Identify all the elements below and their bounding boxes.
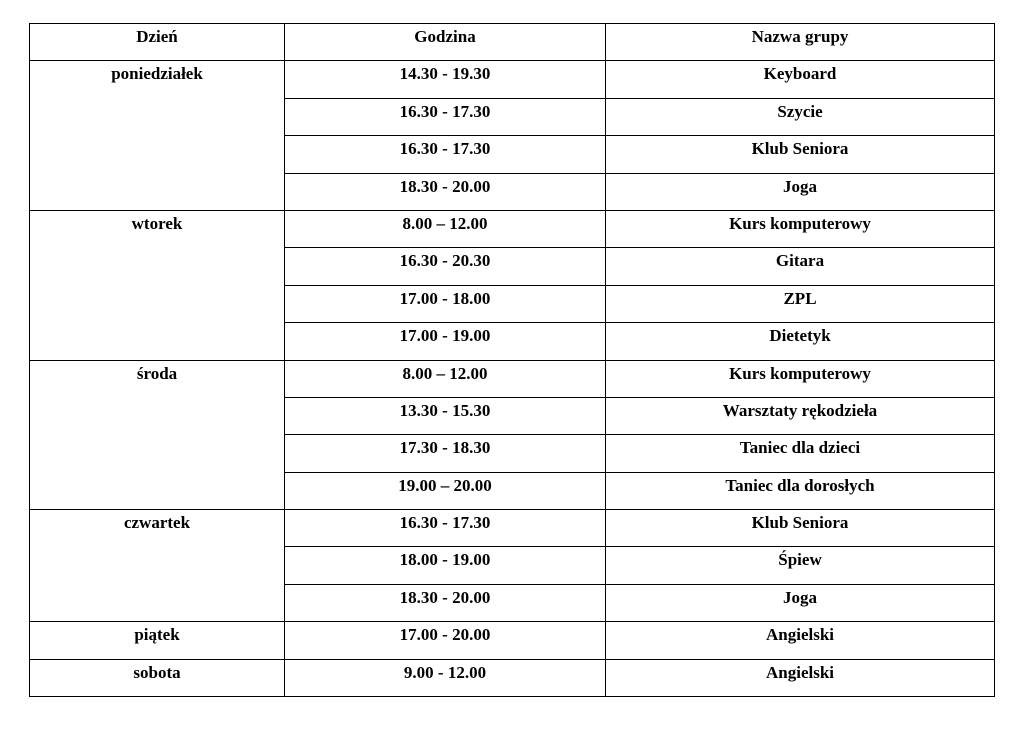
group-cell bbox=[606, 323, 995, 360]
group-label: Taniec dla dzieci bbox=[739, 438, 861, 458]
day-label: piątek bbox=[134, 625, 180, 645]
header-day bbox=[30, 24, 285, 61]
group-label: Kurs komputerowy bbox=[729, 213, 871, 233]
day-cell bbox=[30, 622, 285, 659]
header-time-label: Godzina bbox=[414, 27, 476, 46]
time-cell bbox=[285, 173, 606, 210]
time-cell bbox=[285, 136, 606, 173]
group-cell bbox=[606, 584, 995, 621]
day-cell bbox=[30, 659, 285, 696]
group-label: Śpiew bbox=[778, 550, 822, 570]
day-label: środa bbox=[136, 363, 178, 383]
time-cell bbox=[285, 285, 606, 322]
group-cell bbox=[606, 547, 995, 584]
group-label: Angielski bbox=[765, 662, 835, 682]
time-cell bbox=[285, 472, 606, 509]
time-label: 18.30 - 20.00 bbox=[399, 176, 491, 196]
schedule-table bbox=[29, 23, 995, 697]
group-label: Joga bbox=[783, 587, 817, 607]
schedule-body bbox=[30, 61, 995, 697]
time-cell bbox=[285, 61, 606, 98]
group-label: Kurs komputerowy bbox=[729, 363, 871, 383]
time-label: 14.30 - 19.30 bbox=[399, 64, 491, 84]
schedule-header bbox=[30, 24, 995, 61]
table-row bbox=[30, 210, 995, 247]
day-cell bbox=[30, 61, 285, 211]
group-cell bbox=[606, 622, 995, 659]
time-cell bbox=[285, 435, 606, 472]
group-label: Keyboard bbox=[763, 64, 837, 84]
group-cell bbox=[606, 210, 995, 247]
time-cell bbox=[285, 360, 606, 397]
group-cell bbox=[606, 659, 995, 696]
table-row bbox=[30, 360, 995, 397]
group-cell bbox=[606, 248, 995, 285]
day-label: czwartek bbox=[123, 513, 191, 533]
group-label: Klub Seniora bbox=[751, 139, 849, 159]
day-label: sobota bbox=[133, 662, 181, 682]
header-group bbox=[606, 24, 995, 61]
group-cell bbox=[606, 173, 995, 210]
time-label: 17.00 - 18.00 bbox=[399, 288, 491, 308]
time-cell bbox=[285, 510, 606, 547]
time-label: 17.00 - 19.00 bbox=[399, 326, 491, 346]
time-label: 17.00 - 20.00 bbox=[399, 625, 491, 645]
group-cell bbox=[606, 285, 995, 322]
time-label: 18.30 - 20.00 bbox=[399, 587, 491, 607]
time-cell bbox=[285, 210, 606, 247]
time-cell bbox=[285, 98, 606, 135]
group-cell bbox=[606, 397, 995, 434]
day-label: wtorek bbox=[131, 213, 183, 233]
group-label: Szycie bbox=[777, 101, 823, 121]
time-label: 16.30 - 17.30 bbox=[399, 101, 491, 121]
time-cell bbox=[285, 584, 606, 621]
day-cell bbox=[30, 360, 285, 510]
time-label: 19.00 – 20.00 bbox=[398, 475, 492, 495]
time-label: 16.30 - 17.30 bbox=[399, 139, 491, 159]
table-row bbox=[30, 659, 995, 696]
time-cell bbox=[285, 248, 606, 285]
time-label: 16.30 - 20.30 bbox=[399, 251, 491, 271]
time-cell bbox=[285, 622, 606, 659]
group-label: Gitara bbox=[775, 251, 825, 271]
group-cell bbox=[606, 435, 995, 472]
time-label: 16.30 - 17.30 bbox=[399, 513, 491, 533]
header-day-label: Dzień bbox=[136, 27, 178, 46]
group-label: Dietetyk bbox=[769, 326, 831, 346]
header-row bbox=[30, 24, 995, 61]
group-label: Joga bbox=[783, 176, 817, 196]
time-cell bbox=[285, 397, 606, 434]
group-cell bbox=[606, 472, 995, 509]
time-label: 8.00 – 12.00 bbox=[402, 213, 488, 233]
group-cell bbox=[606, 61, 995, 98]
day-label: poniedziałek bbox=[111, 64, 203, 84]
time-label: 8.00 – 12.00 bbox=[402, 363, 488, 383]
time-label: 9.00 - 12.00 bbox=[403, 662, 487, 682]
time-label: 17.30 - 18.30 bbox=[399, 438, 491, 458]
table-row bbox=[30, 510, 995, 547]
table-row bbox=[30, 61, 995, 98]
time-cell bbox=[285, 659, 606, 696]
group-cell bbox=[606, 136, 995, 173]
time-cell bbox=[285, 547, 606, 584]
group-cell bbox=[606, 510, 995, 547]
header-group-label: Nazwa grupy bbox=[751, 27, 849, 46]
group-label: Angielski bbox=[765, 625, 835, 645]
table-row bbox=[30, 622, 995, 659]
group-label: Taniec dla dorosłych bbox=[725, 475, 875, 495]
group-label: ZPL bbox=[783, 288, 817, 308]
day-cell bbox=[30, 510, 285, 622]
group-label: Klub Seniora bbox=[751, 513, 849, 533]
time-label: 13.30 - 15.30 bbox=[399, 400, 491, 420]
group-label: Warsztaty rękodzieła bbox=[722, 400, 878, 420]
header-time bbox=[285, 24, 606, 61]
time-label: 18.00 - 19.00 bbox=[399, 550, 491, 570]
time-cell bbox=[285, 323, 606, 360]
group-cell bbox=[606, 98, 995, 135]
day-cell bbox=[30, 210, 285, 360]
group-cell bbox=[606, 360, 995, 397]
